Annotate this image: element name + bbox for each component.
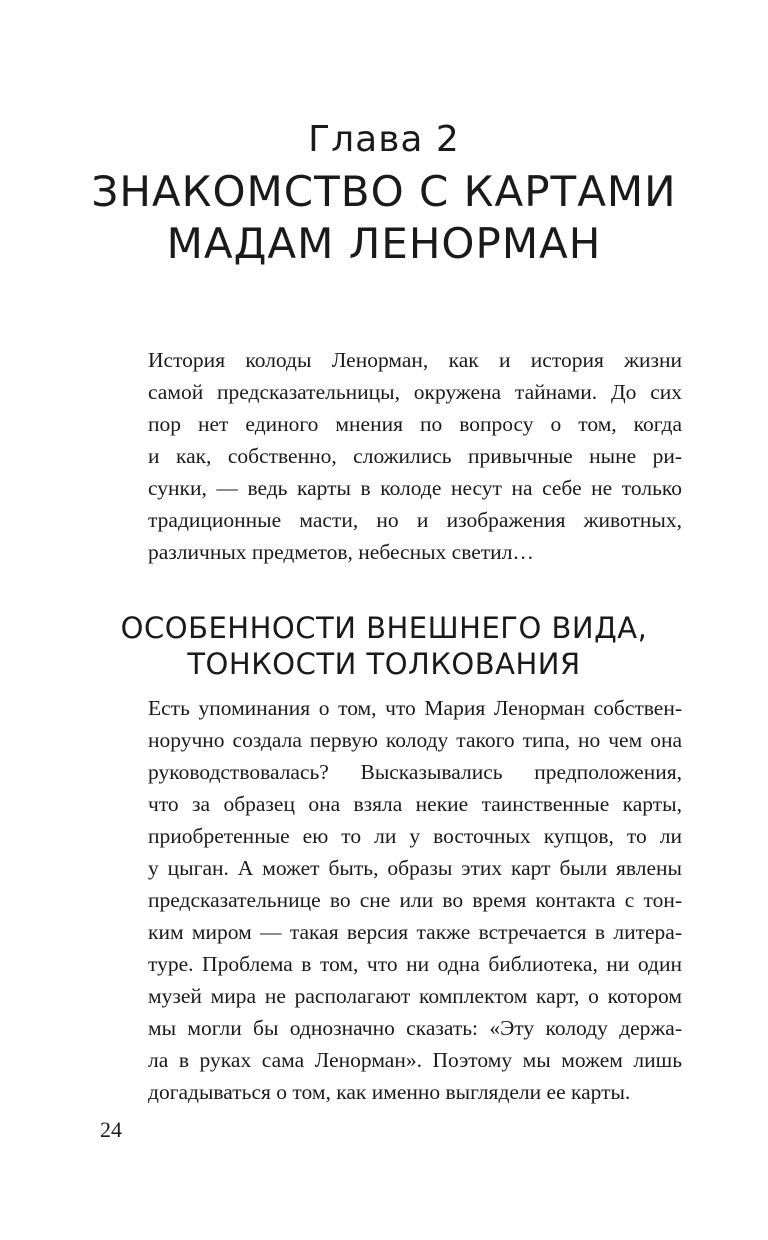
- text-line: у цыган. А может быть, образы этих карт были явлены: [148, 856, 682, 880]
- text-line: самой предсказательницы, окружена тайнами. До сих: [148, 380, 682, 404]
- text-line: туре. Проблема в том, что ни одна библиотека, ни один: [148, 952, 682, 976]
- text-line: и как, собственно, сложились привычные ныне ри-: [148, 444, 682, 468]
- section-paragraph: [148, 692, 682, 1108]
- text-line: ла в руках сама Ленорман». Поэтому мы можем лишь: [148, 1048, 682, 1072]
- chapter-title-line: МАДАМ ЛЕНОРМАН: [166, 219, 602, 268]
- section-heading: [0, 610, 768, 682]
- page-number: 24: [100, 1117, 122, 1142]
- text-line: музей мира не располагают комплектом карт, о котором: [148, 984, 682, 1008]
- text-line: История колоды Ленорман, как и история жизни: [148, 348, 682, 372]
- section-heading-line: ОСОБЕННОСТИ ВНЕШНЕГО ВИДА,: [120, 611, 648, 645]
- text-line: мы могли бы однозначно сказать: «Эту колоду держа-: [148, 1016, 682, 1040]
- text-line: пор нет единого мнения по вопросу о том, когда: [148, 412, 682, 436]
- text-line: руководствовалась? Высказывались предположения,: [148, 760, 682, 784]
- section-heading-line: ТОНКОСТИ ТОЛКОВАНИЯ: [187, 647, 581, 681]
- chapter-title-line: ЗНАКОМСТВО С КАРТАМИ: [91, 167, 677, 216]
- chapter-label: Глава 2: [308, 119, 460, 160]
- text-line: приобретенные ею то ли у восточных купцов, то ли: [148, 824, 682, 848]
- text-line: сунки, — ведь карты в колоде несут на себе не только: [148, 476, 682, 500]
- text-line: традиционные масти, но и изображения животных,: [148, 508, 682, 532]
- text-line: что за образец она взяла некие таинственные карты,: [148, 792, 682, 816]
- text-line: Есть упоминания о том, что Мария Ленорман собствен-: [148, 696, 682, 720]
- text-line: догадываться о том, как именно выглядели ее карты.: [148, 1080, 631, 1104]
- intro-paragraph: [148, 344, 682, 568]
- text-line: норучно создала первую колоду такого типа, но чем она: [148, 728, 682, 752]
- text-line: различных предметов, небесных светил…: [148, 540, 534, 564]
- text-line: предсказательнице во сне или во время контакта с тон-: [148, 888, 682, 912]
- chapter-title: [0, 166, 768, 270]
- text-line: ким миром — такая версия также встречается в литера-: [148, 920, 682, 944]
